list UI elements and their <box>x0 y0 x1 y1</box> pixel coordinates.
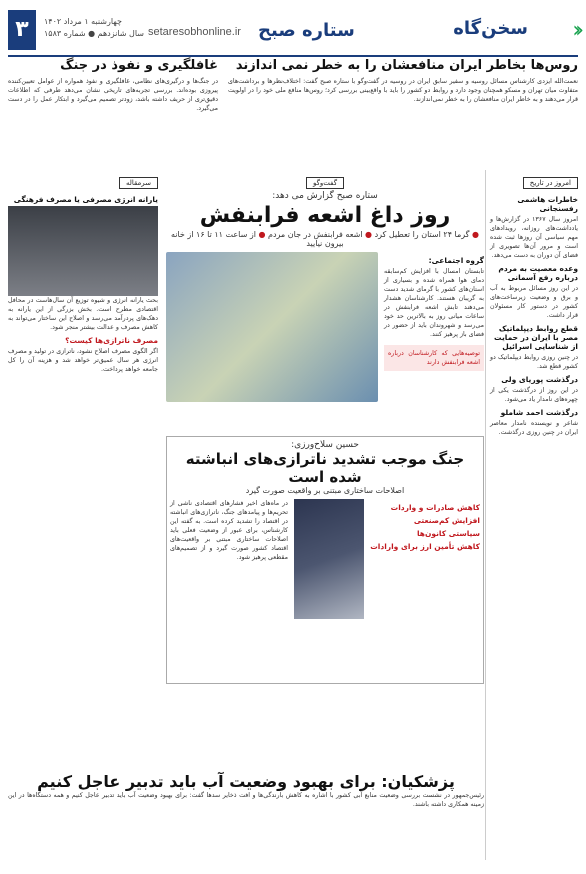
history-item <box>490 375 578 404</box>
date-line: چهارشنبه ۱ مرداد ۱۴۰۲ <box>44 17 122 26</box>
editorial-tag: سرمقاله <box>119 177 158 189</box>
lead-head: گروه اجتماعی: <box>428 256 484 265</box>
history-item-head[interactable]: قطع روابط دیپلماتیک مصر با ایران در حمایت از شناسایی اسرائیل <box>494 324 578 351</box>
interview-by: حسین سلاح‌ورزی: <box>291 440 359 450</box>
footer-news <box>8 772 484 858</box>
issue-meta <box>44 16 144 40</box>
pull-quote-text: توصیه‌هایی که کارشناسان درباره اشعه فرابنفش دارند <box>388 350 480 366</box>
history-item <box>490 264 578 320</box>
editorial-body-2: اگر الگوی مصرف اصلاح نشود، ناترازی در تولید و مصرف انرژی هر سال عمیق‌تر خواهد شد و هزینه آن را کل جامعه خواهد پرداخت. <box>8 348 158 373</box>
history-column <box>485 170 578 860</box>
history-item <box>490 324 578 371</box>
interview-side <box>370 499 480 619</box>
history-item-body: در چنین روزی روابط دیپلماتیک دو کشور قطع شد. <box>490 354 578 370</box>
top-news-left <box>8 58 218 113</box>
top-news-right-body: نعمت‌الله ایزدی کارشناس مسائل روسیه و سفیر سابق ایران در روسیه در گفت‌وگو با ستاره صبح گفت: اختلاف‌نظرها و برداشت‌های متفاوت میان تهران و مسکو همچنان وجود دارد و روابط دو کشور را باید با واقع‌بینی بررسی کرد؛ روس‌ها منافع ملی خود را در اولویت قرار می‌دهند و به خاطر ایران منافعشان را به خطر نمی‌اندازند. <box>228 78 578 103</box>
interviewee-photo <box>294 499 364 619</box>
heat-lead <box>384 252 484 432</box>
article-title[interactable]: روز داغ اشعه فرابنفش <box>199 203 451 228</box>
interview-sub: اصلاحات ساختاری مبتنی بر واقعیت صورت گیرد <box>245 486 405 495</box>
subline-c: از ساعت ۱۱ تا ۱۶ از خانه بیرون نیایید <box>170 230 344 248</box>
history-item <box>490 195 578 260</box>
page-header <box>8 10 578 57</box>
subline-b: اشعه فرابنفش در جان مردم <box>268 230 363 239</box>
heat-article <box>166 252 484 432</box>
interview-tag: گفت‌وگو <box>306 177 344 189</box>
side-head: کاهش تأمین ارز برای وارادات <box>370 542 480 551</box>
double-chevron-icon: ‹‹ <box>572 18 578 43</box>
side-head: سیاستی کانون‌ها <box>416 529 480 538</box>
interview-body: در ماه‌های اخیر فشارهای اقتصادی ناشی از تحریم‌ها و پیامدهای جنگ، ناترازی‌های انباشته در اقتصاد را تشدید کرده است. به گفته این کارشناس، برای عبور از وضعیت فعلی باید اصلاحات ساختاری مبتنی بر واقعیت‌های اقتصاد کشور صورت گیرد و از تصمیم‌های مقطعی پرهیز شود. <box>170 500 288 561</box>
pull-quote <box>384 345 484 371</box>
history-item <box>490 408 578 437</box>
lead-body: تابستان امسال با افزایش کم‌سابقه دمای هوا همراه شده و بسیاری از استان‌های کشور با گرمای شدید دست به گریبان هستند. کارشناسان هشدار می‌دهند تابش اشعه فرابنفش در ساعات میانی روز به بالاترین حد خود می‌رسد و شهروندان باید از حضور در فضای باز پرهیز کنند. <box>384 268 484 338</box>
main-column <box>166 170 484 860</box>
history-item-head[interactable]: وعده معصیت به مردم درباره رفع آسمانی <box>498 264 578 282</box>
page-number: ۳ <box>8 10 36 50</box>
newspaper-logo: ستاره صبح <box>258 20 355 41</box>
top-news-right <box>228 58 578 104</box>
history-item-body: در این روز از درگذشت یکی از چهره‌های نامدار یاد می‌شود. <box>490 387 578 403</box>
editorial-subhead: مصرف ناترازی‌ها کیست؟ <box>65 336 158 345</box>
subline-a: گرما ۲۴ استان را تعطیل کرد <box>374 230 470 239</box>
top-news-left-body: در جنگ‌ها و درگیری‌های نظامی، غافلگیری و نفوذ همواره از عوامل تعیین‌کننده پیروزی بوده‌اند. بررسی تجربه‌های تاریخی نشان می‌دهد طرفی که اطلاعات دقیق‌تری از حریف داشته باشد، زودتر تصمیم می‌گیرد و ابتکار عمل را در دست می‌گیرد. <box>8 78 218 112</box>
history-item-body: شاعر و نویسنده نامدار معاصر ایران در چنین روزی درگذشت. <box>490 420 578 436</box>
top-news-right-title[interactable]: روس‌ها بخاطر ایران منافعشان را به خطر نمی اندازند <box>235 58 578 73</box>
footer-body: رئیس‌جمهور در نشست بررسی وضعیت منابع آبی کشور با اشاره به کاهش بارندگی‌ها و افت ذخایر سدها گفت: برای بهبود وضعیت آب باید تدبیر عاجل کنیم و همه دستگاه‌ها در این زمینه همکاری داشته باشند. <box>8 792 484 808</box>
side-head: کاهش صادرات و واردات <box>390 503 480 512</box>
article-subline: ● گرما ۲۴ استان را تعطیل کرد ● اشعه فرابنفش در جان مردم ● از ساعت ۱۱ تا ۱۶ از خانه بیرون نیایید <box>170 230 480 248</box>
issue-line: سال شانزدهم ● شماره ۱۵۸۳ <box>44 29 144 38</box>
history-item-body: در این روز مسائل مربوط به آب و برق و وضعیت زیرساخت‌های کشور در دستور کار مسئولان قرار داشت. <box>490 285 578 319</box>
side-head: افزایش کم‌صنعتی <box>413 516 480 525</box>
article-kicker: ستاره صبح گزارش می دهد: <box>272 191 378 201</box>
editorial-column <box>8 170 158 860</box>
umbrella-street-photo <box>166 252 378 402</box>
history-item-body: امروز سال ۱۳۶۷ در گزارش‌ها و یادداشت‌های روزانه، رویدادهای مهم سیاسی آن روزها ثبت شده است و مرور آن‌ها تصویری از فضای آن دوران به دست می‌دهد. <box>490 216 578 259</box>
top-news-left-title[interactable]: غافلگیری و نفوذ در جنگ <box>60 58 218 73</box>
editorial-body: بحث یارانه انرژی و شیوه توزیع آن سال‌هاست در محافل اقتصادی مطرح است. بخش بزرگی از این یارانه به دهک‌های پردرآمد می‌رسد و اصلاح این ساختار می‌تواند به کاهش مصرف و عدالت بیشتر منجر شود. <box>8 297 158 331</box>
site-url[interactable]: setaresobhonline.ir <box>148 26 241 38</box>
top-news-band <box>8 58 578 166</box>
section-title: سخن‌گاه <box>453 18 528 39</box>
history-item-head[interactable]: درگذشت پوریای ولی <box>501 375 578 384</box>
history-tag: امروز در تاریخ <box>523 177 578 189</box>
history-item-head[interactable]: خاطرات هاشمی رفسنجانی <box>517 195 578 213</box>
footer-title[interactable]: پزشکیان: برای بهبود وضعیت آب باید تدبیر عاجل کنیم <box>37 772 455 791</box>
interview-title[interactable]: جنگ موجب تشدید ناترازی‌های انباشته شده است <box>185 450 465 486</box>
interview-box <box>166 436 484 684</box>
editorial-title[interactable]: یارانه انرژی مصرفی یا مصرف فرهنگی <box>13 195 158 204</box>
history-item-head[interactable]: درگذشت احمد شاملو <box>500 408 578 417</box>
columnist-photo <box>8 206 158 296</box>
